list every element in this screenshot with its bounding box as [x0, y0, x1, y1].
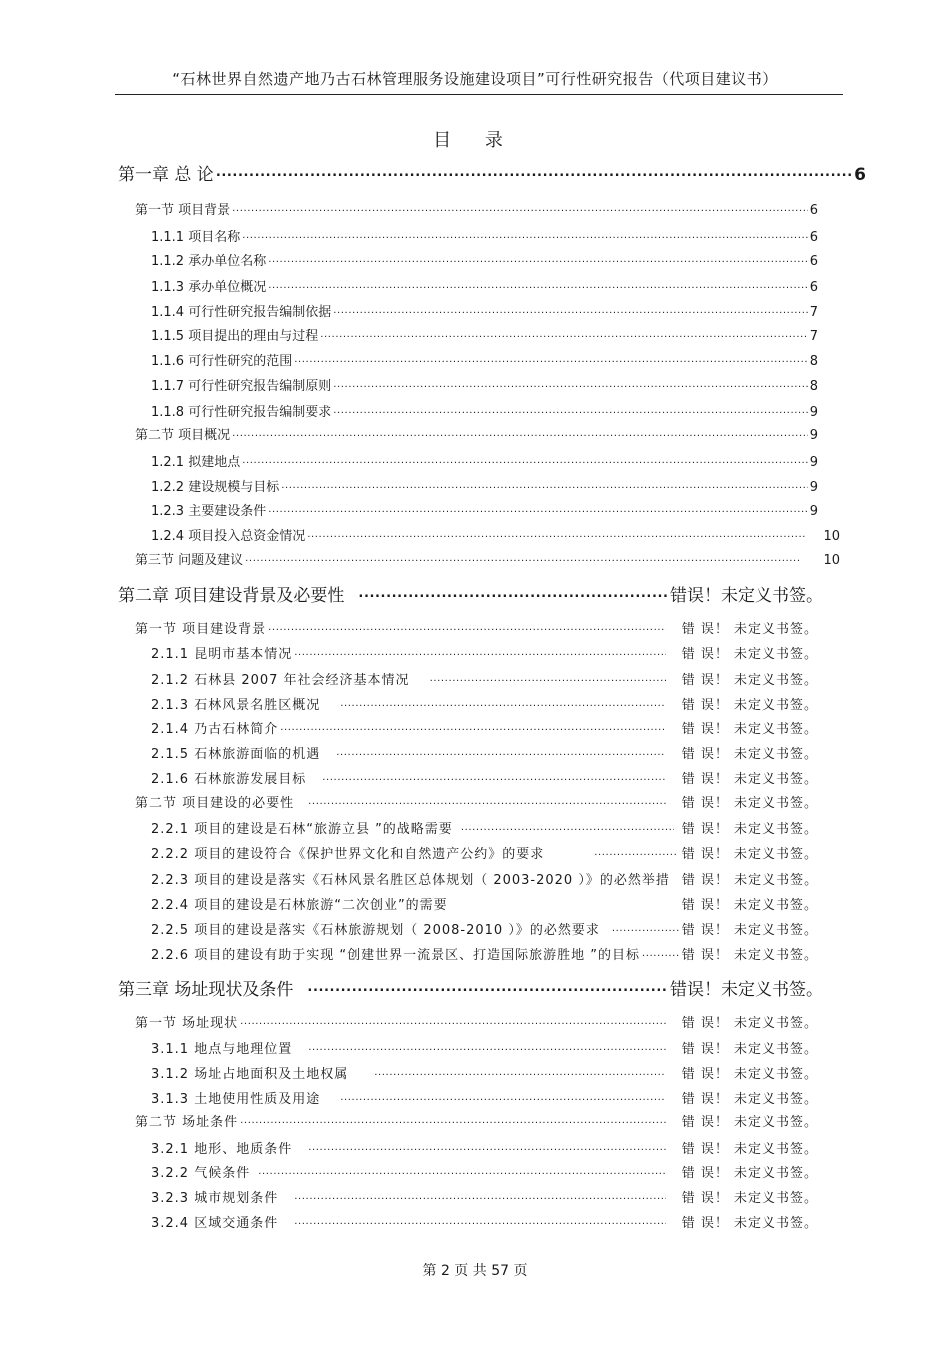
dot-leader [240, 1113, 666, 1126]
dot-leader [340, 1090, 666, 1103]
toc-entry-label: 1.2.1 拟建地点 [151, 455, 241, 470]
toc-entry-page: 错 误！ 未定义书签。 [681, 673, 818, 688]
toc-entry-label: 2.2.3 项目的建设是落实《石林风景名胜区总体规划（ 2003-2020 ）》的必然举措 [151, 873, 670, 888]
toc-entry-label: 第三节 问题及建议 [135, 553, 244, 568]
dot-leader [268, 502, 808, 515]
toc-entry-label: 第二节 项目建设的必要性 [135, 796, 295, 811]
dot-leader [340, 696, 666, 709]
document-header: “石林世界自然遗产地乃古石林管理服务设施建设项目”可行性研究报告（代项目建议书） [172, 70, 778, 88]
toc-entry-page: 9 [809, 405, 818, 420]
toc-entry-label: 1.1.8 可行性研究报告编制要求 [151, 405, 332, 420]
toc-entry-label: 1.1.3 承办单位概况 [151, 280, 267, 295]
toc-entry-section[interactable] [135, 549, 840, 567]
dot-leader [333, 303, 808, 316]
dot-leader [333, 403, 808, 416]
toc-entry-subsection[interactable] [151, 894, 818, 912]
toc-entry-subsection[interactable] [151, 500, 818, 518]
toc-entry-page: 错 误！ 未定义书签。 [681, 873, 819, 888]
toc-entry-label: 第二章 项目建设背景及必要性 [118, 586, 345, 606]
toc-entry-page: 7 [809, 305, 818, 320]
toc-entry-page: 错 误！ 未定义书签。 [681, 698, 818, 713]
dot-leader [322, 770, 666, 783]
dot-leader [430, 671, 666, 684]
toc-entry-subsection[interactable] [151, 1187, 818, 1205]
toc-entry-label: 2.1.3 石林风景名胜区概况 [151, 698, 321, 713]
toc-entry-subsection[interactable] [151, 350, 818, 368]
toc-entry-subsection[interactable] [151, 301, 818, 319]
toc-entry-subsection[interactable] [151, 375, 818, 393]
toc-entry-page: 错 误！ 未定义书签。 [681, 1142, 818, 1157]
toc-entry-subsection[interactable] [151, 1212, 818, 1230]
toc-entry-page: 9 [809, 504, 818, 519]
toc-entry-subsection[interactable] [151, 1063, 818, 1081]
toc-entry-subsection[interactable] [151, 1162, 818, 1180]
toc-entry-page: 8 [809, 354, 818, 369]
toc-entry-subsection[interactable] [151, 1038, 818, 1056]
toc-entry-label: 1.2.4 项目投入总资金情况 [151, 529, 306, 544]
toc-entry-chapter-2[interactable] [118, 581, 823, 605]
toc-entry-subsection[interactable] [151, 476, 818, 494]
toc-entry-page: 错 误！ 未定义书签。 [681, 898, 818, 913]
toc-entry-subsection[interactable] [151, 525, 840, 543]
header-divider [115, 94, 843, 95]
toc-entry-label: 第三章 场址现状及条件 [118, 980, 294, 1000]
toc-entry-page: 错 误！ 未定义书签。 [681, 647, 818, 662]
toc-entry-label: 1.1.7 可行性研究报告编制原则 [151, 379, 332, 394]
dot-leader [240, 1014, 666, 1027]
dot-leader [294, 1214, 666, 1227]
toc-entry-page: 错 误！ 未定义书签。 [681, 1166, 818, 1181]
dot-leader [268, 620, 666, 633]
toc-entry-subsection[interactable] [151, 718, 818, 736]
toc-entry-label: 2.2.6 项目的建设有助于实现 “创建世界一流景区、打造国际旅游胜地 ”的目标 [151, 948, 640, 963]
toc-entry-page: 错 误！ 未定义书签。 [681, 796, 818, 811]
toc-entry-page: 错 误！ 未定义书签。 [681, 1115, 818, 1130]
toc-entry-label: 第二节 项目概况 [135, 428, 231, 443]
dot-leader [268, 278, 808, 291]
toc-entry-subsection[interactable] [151, 451, 818, 469]
toc-entry-label: 2.2.2 项目的建设符合《保护世界文化和自然遗产公约》的要求 [151, 847, 545, 862]
toc-entry-subsection[interactable] [151, 226, 818, 244]
toc-entry-subsection[interactable] [151, 1138, 818, 1156]
toc-entry-subsection[interactable] [151, 919, 818, 937]
toc-entry-label: 3.2.1 地形、地质条件 [151, 1142, 293, 1157]
dot-leader [294, 1189, 666, 1202]
toc-entry-page: 错 误！ 未定义书签。 [681, 948, 818, 963]
dot-leader [280, 720, 666, 733]
toc-entry-page: 10 [823, 529, 840, 544]
toc-entry-subsection[interactable] [151, 869, 818, 887]
dot-leader [612, 921, 680, 934]
toc-entry-page: 错 误！ 未定义书签。 [681, 847, 818, 862]
toc-entry-page: 错 误！ 未定义书签。 [681, 1216, 818, 1231]
toc-entry-page: 错 误！ 未定义书签。 [681, 822, 818, 837]
toc-entry-subsection[interactable] [151, 276, 818, 294]
toc-entry-page: 8 [809, 379, 818, 394]
dot-leader [308, 794, 666, 807]
toc-entry-label: 3.2.4 区域交通条件 [151, 1216, 279, 1231]
toc-entry-label: 1.1.5 项目提出的理由与过程 [151, 329, 319, 344]
toc-entry-section[interactable] [135, 1111, 818, 1129]
dot-leader [268, 252, 808, 265]
toc-entry-label: 第一节 场址现状 [135, 1016, 239, 1031]
toc-entry-page: 9 [809, 428, 818, 443]
dot-leader [242, 453, 808, 466]
toc-entry-page: 6 [809, 280, 818, 295]
dot-leader [320, 327, 808, 340]
toc-heading: 目 录 [433, 130, 517, 151]
dot-leader [258, 1164, 666, 1177]
dot-leader [294, 645, 666, 658]
toc-entry-label: 3.1.3 土地使用性质及用途 [151, 1092, 321, 1107]
toc-entry-label: 2.1.2 石林县 2007 年社会经济基本情况 [151, 673, 410, 688]
toc-entry-section[interactable] [135, 618, 818, 636]
toc-entry-label: 第一章 总 论 [118, 165, 214, 185]
dot-leader [307, 978, 668, 995]
dot-leader [216, 163, 852, 180]
toc-entry-page: 错 误！ 未定义书签。 [681, 772, 818, 787]
toc-entry-subsection[interactable] [151, 669, 818, 687]
toc-entry-page: 9 [809, 455, 818, 470]
toc-entry-page: 7 [809, 329, 818, 344]
toc-entry-page: 错 误！ 未定义书签。 [681, 747, 818, 762]
toc-entry-page: 错 误！ 未定义书签。 [681, 1042, 818, 1057]
toc-entry-label: 1.2.3 主要建设条件 [151, 504, 267, 519]
toc-entry-label: 1.2.2 建设规模与目标 [151, 480, 280, 495]
dot-leader [336, 745, 666, 758]
dot-leader [461, 820, 674, 833]
toc-entry-label: 1.1.6 可行性研究的范围 [151, 354, 293, 369]
toc-entry-subsection[interactable] [151, 818, 818, 836]
toc-entry-page: 错 误！ 未定义书签。 [681, 622, 818, 637]
dot-leader [245, 551, 801, 564]
toc-entry-section[interactable] [135, 792, 818, 810]
toc-entry-label: 2.1.6 石林旅游发展目标 [151, 772, 307, 787]
toc-entry-section[interactable] [135, 1012, 818, 1030]
dot-leader [308, 1140, 666, 1153]
dot-leader [232, 201, 808, 214]
toc-entry-subsection[interactable] [151, 643, 818, 661]
toc-entry-section[interactable] [135, 199, 818, 217]
toc-entry-subsection[interactable] [151, 1088, 818, 1106]
toc-entry-subsection[interactable] [151, 401, 818, 419]
toc-entry-subsection[interactable] [151, 325, 818, 343]
toc-entry-label: 2.1.1 昆明市基本情况 [151, 647, 293, 662]
toc-entry-page: 错误！未定义书签。 [670, 586, 823, 606]
toc-entry-page: 错 误！ 未定义书签。 [681, 722, 818, 737]
toc-entry-page: 错 误！ 未定义书签。 [681, 1191, 818, 1206]
toc-entry-page: 错 误！ 未定义书签。 [681, 923, 818, 938]
toc-entry-label: 第二节 场址条件 [135, 1115, 239, 1130]
toc-entry-label: 3.1.2 场址占地面积及土地权属 [151, 1067, 349, 1082]
dot-leader [594, 845, 676, 858]
toc-entry-page: 错 误！ 未定义书签。 [681, 1092, 818, 1107]
toc-entry-label: 3.2.3 城市规划条件 [151, 1191, 279, 1206]
dot-leader [374, 1065, 666, 1078]
toc-entry-subsection[interactable] [151, 250, 818, 268]
toc-entry-label: 2.1.5 石林旅游面临的机遇 [151, 747, 321, 762]
toc-entry-label: 2.1.4 乃古石林简介 [151, 722, 279, 737]
dot-leader [308, 1040, 666, 1053]
dot-leader [642, 946, 680, 959]
toc-entry-label: 2.2.1 项目的建设是石林“旅游立县 ”的战略需要 [151, 822, 453, 837]
toc-entry-page: 错 误！ 未定义书签。 [681, 1016, 818, 1031]
toc-entry-label: 3.2.2 气候条件 [151, 1166, 251, 1181]
toc-entry-label: 1.1.2 承办单位名称 [151, 254, 267, 269]
toc-entry-section[interactable] [135, 424, 818, 442]
toc-entry-page: 6 [854, 165, 866, 185]
toc-entry-subsection[interactable] [151, 843, 818, 861]
toc-entry-label: 1.1.1 项目名称 [151, 230, 241, 245]
dot-leader [307, 527, 805, 540]
page-footer: 第 2 页 共 57 页 [422, 1263, 528, 1279]
toc-entry-label: 第一节 项目背景 [135, 203, 231, 218]
toc-entry-page: 6 [809, 254, 818, 269]
dot-leader [294, 352, 808, 365]
toc-entry-page: 6 [809, 203, 818, 218]
toc-entry-page: 错误！未定义书签。 [670, 980, 823, 1000]
toc-entry-label: 2.2.5 项目的建设是落实《石林旅游规划（ 2008-2010 ）》的必然要求 [151, 923, 600, 938]
toc-entry-label: 2.2.4 项目的建设是石林旅游“二次创业”的需要 [151, 898, 448, 913]
dot-leader [242, 228, 808, 241]
toc-entry-subsection[interactable] [151, 694, 818, 712]
dot-leader [358, 584, 668, 601]
toc-entry-page: 10 [823, 553, 840, 568]
toc-entry-chapter-1[interactable] [118, 160, 866, 184]
dot-leader [232, 426, 808, 439]
toc-entry-page: 错 误！ 未定义书签。 [681, 1067, 818, 1082]
toc-entry-label: 1.1.4 可行性研究报告编制依据 [151, 305, 332, 320]
dot-leader [333, 377, 808, 390]
toc-entry-subsection[interactable] [151, 768, 818, 786]
toc-entry-label: 第一节 项目建设背景 [135, 622, 267, 637]
toc-entry-label: 3.1.1 地点与地理位置 [151, 1042, 293, 1057]
toc-entry-page: 6 [809, 230, 818, 245]
dot-leader [281, 478, 808, 491]
toc-entry-subsection[interactable] [151, 743, 818, 761]
toc-entry-subsection[interactable] [151, 944, 818, 962]
toc-entry-chapter-3[interactable] [118, 975, 823, 999]
toc-entry-page: 9 [809, 480, 818, 495]
